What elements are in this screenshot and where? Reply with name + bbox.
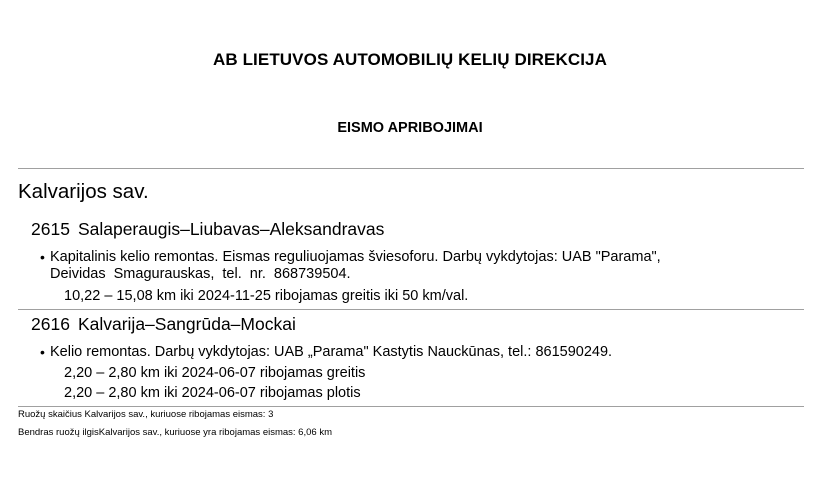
description-line: Kelio remontas. Darbų vykdytojas: UAB „Parama" Kastytis Nauckūnas, tel.: 861590249.: [50, 344, 613, 360]
road-description-2616: [40, 344, 808, 361]
bullet-icon: •: [40, 249, 45, 265]
description-line: Kapitalinis kelio remontas. Eismas reguliuojamas šviesoforu. Darbų vykdytojas: UAB "Parama",: [50, 249, 661, 265]
divider: [18, 406, 804, 407]
footer-length: Bendras ruožų ilgisKalvarijos sav., kuriuose yra ribojamas eismas: 6,06 km: [18, 427, 332, 438]
road-number: 2616: [31, 314, 70, 334]
restriction-line: 2,20 – 2,80 km iki 2024-06-07 ribojamas greitis: [64, 365, 366, 381]
bullet-icon: •: [40, 344, 45, 360]
divider: [18, 309, 804, 310]
road-heading-2616: [31, 314, 296, 335]
document-title: EISMO APRIBOJIMAI: [337, 120, 483, 136]
footer-count: Ruožų skaičius Kalvarijos sav., kuriuose ribojamas eismas: 3: [18, 409, 274, 420]
region-heading: Kalvarijos sav.: [18, 180, 149, 203]
restriction-line: 10,22 – 15,08 km iki 2024-11-25 ribojamas greitis iki 50 km/val.: [64, 288, 469, 304]
road-description-2615: [40, 249, 808, 283]
road-heading-2615: [31, 219, 384, 240]
description-line: Deividas Smagurauskas, tel. nr. 868739504.: [50, 266, 351, 282]
road-name: Salaperaugis–Liubavas–Aleksandravas: [77, 219, 385, 239]
divider: [18, 168, 804, 169]
restriction-line: 2,20 – 2,80 km iki 2024-06-07 ribojamas plotis: [64, 385, 361, 401]
road-number: 2615: [31, 219, 70, 239]
org-title: AB LIETUVOS AUTOMOBILIŲ KELIŲ DIREKCIJA: [213, 50, 607, 69]
road-name: Kalvarija–Sangrūda–Mockai: [77, 314, 296, 334]
